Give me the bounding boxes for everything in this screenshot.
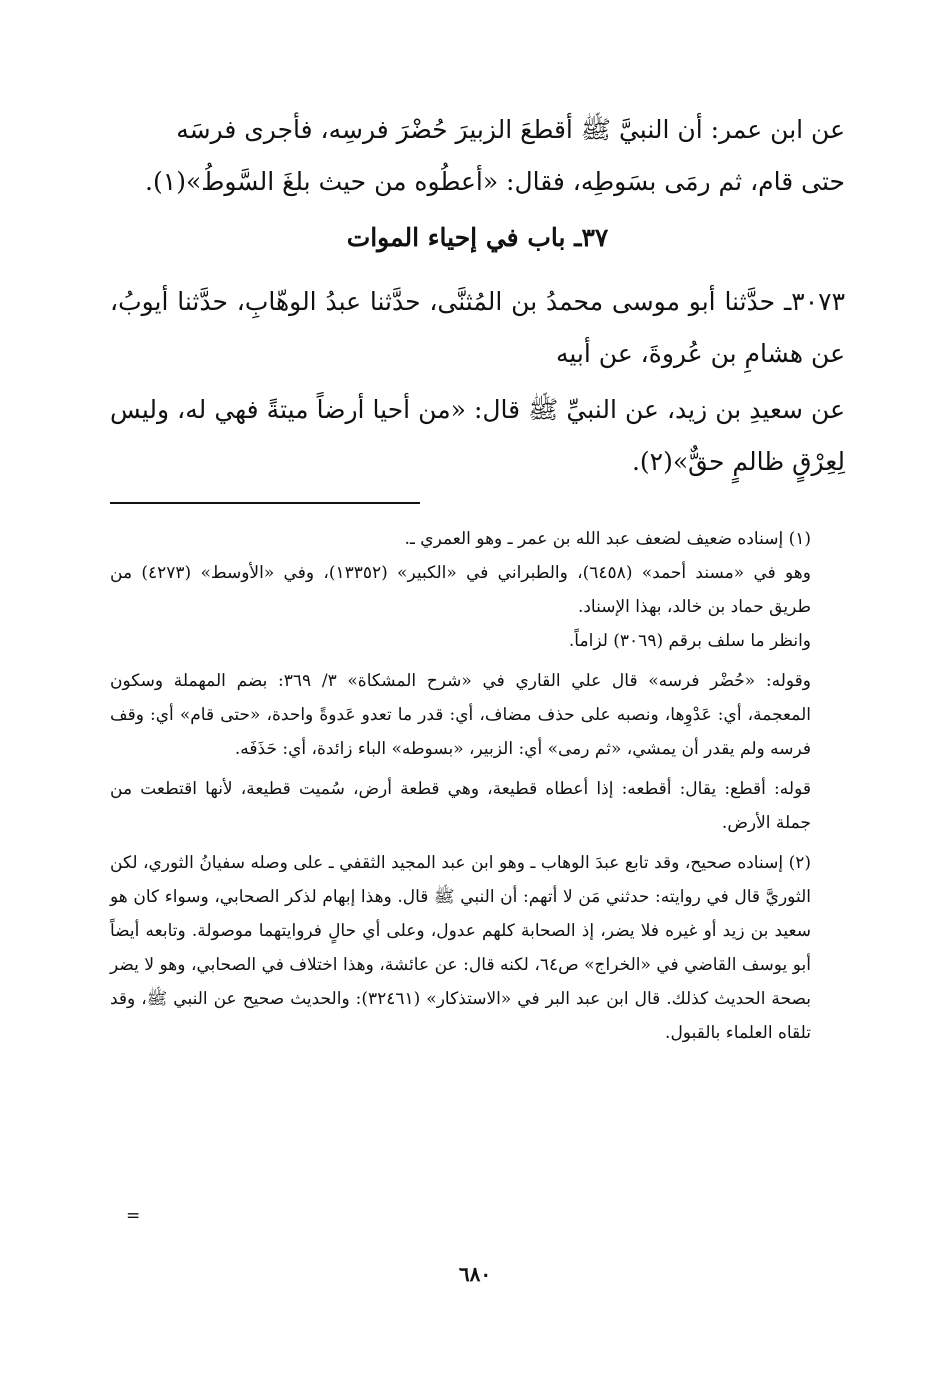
hadith-matn: عن سعيدِ بن زيد، عن النبيِّ ﷺ قال: «من أحيا أرضاً ميتةً فهي له، وليس لِعِرْقٍ ظالمٍ حقٌّ»(٢).: [110, 395, 845, 476]
previous-hadith-line-1: عن ابن عمر: أن النبيَّ ﷺ أقطعَ الزبيرَ حُضْرَ فرسِه، فأجرى فرسَه: [176, 115, 845, 144]
previous-hadith-line-2: حتى قام، ثم رمَى بسَوطِه، فقال: «أعطُوه من حيث بلغَ السَّوطُ»(١).: [145, 167, 845, 196]
footnote-1-crossref: وانظر ما سلف برقم (٣٠٦٩) لزاماً.: [568, 631, 811, 651]
continuation-mark: =: [126, 1206, 141, 1226]
footnote-1-definition: قوله: أقطع: يقال: أقطعه: إذا أعطاه قطيعة، وهي قطعة أرض، سُميت قطيعة، لأنها اقتطعت من جملة الأرض.: [110, 779, 811, 833]
footnote-divider-wrap: [110, 502, 845, 504]
footnotes: [110, 522, 845, 1050]
footnote-1-grade: (١) إسناده ضعيف لضعف عبد الله بن عمر ـ وهو العمري ـ.: [404, 529, 811, 549]
main-text: [110, 104, 845, 488]
chapter-heading: ٣٧ـ باب في إحياء الموات: [346, 223, 609, 252]
footnote-divider: [110, 502, 420, 504]
footnote-2: (٢) إسناده صحيح، وقد تابع عبدَ الوهاب ـ وهو ابن عبد المجيد الثقفي ـ على وصله سفيانُ الثوري، لكن الثوريَّ قال في روايته: حدثني مَن لا أتهم: أن النبي ﷺ قال. وهذا إبهام لذكر الصحابي، وسواء كان هو سعيد بن زيد أو غيره فلا يضر، إذ الصحابة كلهم عدول، وعلى أي حالٍ فروايتهما موصولة. وتابعه أيضاً أبو يوسف القاضي في «الخراج» ص٦٤، لكنه قال: عن عائشة، وهذا اختلاف في الصحابي، وهو لا يضر بصحة الحديث كذلك. قال ابن عبد البر في «الاستذكار» (٣٢٤٦١): والحديث صحيح عن النبي ﷺ، وقد تلقاه العلماء بالقبول.: [110, 853, 811, 1043]
footnote-1-sources: وهو في «مسند أحمد» (٦٤٥٨)، والطبراني في «الكبير» (١٣٣٥٢)، وفي «الأوسط» (٤٢٧٣) من طريق حماد بن خالد، بهذا الإسناد.: [110, 563, 811, 617]
page-number: ٦٨٠: [458, 1262, 492, 1286]
page-content: [110, 104, 845, 1050]
footnote-1-explanation: وقوله: «حُضْر فرسه» قال علي القاري في «شرح المشكاة» ٣/ ٣٦٩: بضم المهملة وسكون المعجمة، أي: عَدْوِها، ونصبه على حذف مضاف، أي: قدر ما تعدو عَدوةً واحدة، «حتى قام» أي: وقف فرسه ولم يقدر أن يمشي، «ثم رمى» أي: الزبير، «بسوطه» الباء زائدة، أي: حَذَفَه.: [110, 671, 812, 759]
hadith-isnad: ٣٠٧٣ـ حدَّثنا أبو موسى محمدُ بن المُثنَّى، حدَّثنا عبدُ الوهّابِ، حدَّثنا أيوبُ، عن هشامِ بن عُروةَ، عن أبيه: [110, 287, 845, 368]
